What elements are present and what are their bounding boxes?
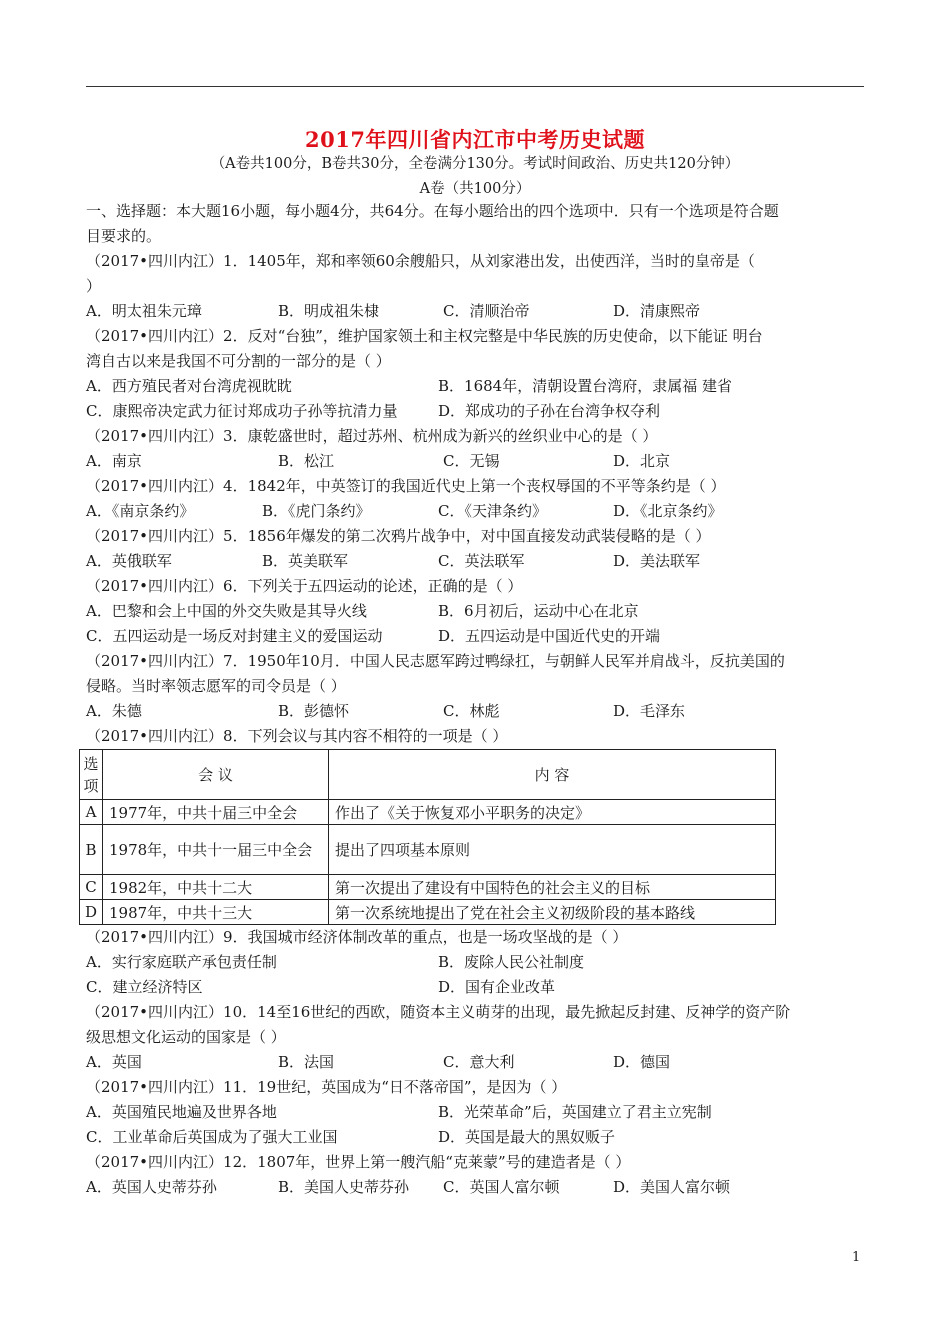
answer-option[interactable]: A．巴黎和会上中国的外交失败是其导火线 — [86, 602, 367, 620]
answer-option[interactable]: B．1684年，清朝设置台湾府，隶属福 建省 — [438, 377, 732, 395]
answer-option[interactable]: B．6月初后，运动中心在北京 — [438, 602, 639, 620]
answer-option[interactable]: D．毛泽东 — [613, 702, 686, 720]
answer-option[interactable]: C．无锡 — [443, 452, 500, 470]
option-row — [86, 975, 876, 1000]
answer-option[interactable]: B．松江 — [278, 452, 335, 470]
question-block — [86, 925, 876, 1200]
row-content: 第一次系统地提出了党在社会主义初级阶段的基本路线 — [329, 900, 776, 925]
instruction-line: 一、选择题：本大题16小题，每小题4分，共64分。在每小题给出的四个选项中．只有一个选项是符合题 — [86, 202, 779, 220]
instruction-line: 目要求的。 — [86, 227, 162, 245]
answer-option[interactable]: C．康熙帝决定武力征讨郑成功子孙等抗清力量 — [86, 402, 398, 420]
question-stem: （2017•四川内江）8．下列会议与其内容不相符的一项是（ ） — [86, 727, 508, 745]
answer-option[interactable]: D．五四运动是中国近代史的开端 — [438, 627, 661, 645]
page-title: 2017年四川省内江市中考历史试题 — [305, 127, 645, 152]
answer-option[interactable]: B．美国人史蒂芬孙 — [278, 1178, 410, 1196]
question-stem: （2017•四川内江）11．19世纪，英国成为“日不落帝国”，是因为（ ） — [86, 1078, 567, 1096]
option-row — [86, 950, 876, 975]
option-row — [86, 1175, 876, 1200]
question-stem: （2017•四川内江）3．康乾盛世时，超过苏州、杭州成为新兴的丝织业中心的是（ ） — [86, 427, 658, 445]
exam-subtitle: （A卷共100分，B卷共30分，全卷满分130分。考试时间政治、历史共120分钟） — [210, 156, 740, 172]
row-option: C — [80, 875, 103, 900]
table-header-content: 内 容 — [329, 750, 776, 800]
answer-option[interactable]: D．美法联军 — [613, 552, 701, 570]
answer-option[interactable]: A．英俄联军 — [86, 552, 172, 570]
answer-option[interactable]: D．郑成功的子孙在台湾争权夺利 — [438, 402, 661, 420]
table-header-option: 选项 — [80, 750, 103, 800]
question-stem: （2017•四川内江）12．1807年，世界上第一艘汽船“克莱蒙”号的建造者是（ ） — [86, 1153, 631, 1171]
option-row — [86, 299, 876, 324]
answer-option[interactable]: D．德国 — [613, 1053, 671, 1071]
row-option: B — [80, 825, 103, 875]
answer-option[interactable]: C．意大利 — [443, 1053, 515, 1071]
answer-option[interactable]: B．彭德怀 — [278, 702, 350, 720]
page-number: 1 — [852, 1250, 861, 1265]
meeting-table — [79, 749, 776, 925]
answer-option[interactable]: D．北京 — [613, 452, 671, 470]
answer-option[interactable]: C．工业革命后英国成为了强大工业国 — [86, 1128, 338, 1146]
answer-option[interactable]: D．清康熙帝 — [613, 302, 701, 320]
answer-option[interactable]: C．林彪 — [443, 702, 500, 720]
table-header-row — [80, 750, 776, 800]
row-meeting: 1982年，中共十二大 — [103, 875, 329, 900]
option-row — [86, 399, 876, 424]
row-meeting: 1987年，中共十三大 — [103, 900, 329, 925]
answer-option[interactable]: D．国有企业改革 — [438, 978, 556, 996]
table-row — [80, 825, 776, 875]
answer-option[interactable]: C．清顺治帝 — [443, 302, 530, 320]
answer-option[interactable]: A．明太祖朱元璋 — [86, 302, 202, 320]
table-row — [80, 875, 776, 900]
answer-option[interactable]: C．五四运动是一场反对封建主义的爱国运动 — [86, 627, 383, 645]
table-header-meeting: 会 议 — [103, 750, 329, 800]
answer-option[interactable]: B．法国 — [278, 1053, 335, 1071]
answer-option[interactable]: D．英国是最大的黑奴贩子 — [438, 1128, 616, 1146]
option-row — [86, 1050, 876, 1075]
question-stem: （2017•四川内江）4．1842年，中英签订的我国近代史上第一个丧权辱国的不平等条约是（ ） — [86, 477, 726, 495]
question-stem: ） — [86, 277, 102, 295]
header-rule — [86, 86, 864, 87]
answer-option[interactable]: D．美国人富尔顿 — [613, 1178, 731, 1196]
row-meeting: 1977年，中共十届三中全会 — [103, 800, 329, 825]
option-row — [86, 1125, 876, 1150]
row-option: D — [80, 900, 103, 925]
table-row — [80, 900, 776, 925]
option-row — [86, 624, 876, 649]
answer-option[interactable]: A．英国人史蒂芬孙 — [86, 1178, 217, 1196]
option-row — [86, 549, 876, 574]
answer-option[interactable]: A．《南京条约》 — [86, 502, 195, 520]
option-row — [86, 1100, 876, 1125]
answer-option[interactable]: A．朱德 — [86, 702, 142, 720]
answer-option[interactable]: A．南京 — [86, 452, 142, 470]
row-option: A — [80, 800, 103, 825]
answer-option[interactable]: B．废除人民公社制度 — [438, 953, 585, 971]
option-row — [86, 499, 876, 524]
answer-option[interactable]: A．英国 — [86, 1053, 142, 1071]
table-row — [80, 800, 776, 825]
answer-option[interactable]: C．《天津条约》 — [438, 502, 547, 520]
answer-option[interactable]: C．英国人富尔顿 — [443, 1178, 560, 1196]
question-block — [86, 249, 876, 724]
question-stem: （2017•四川内江）2．反对“台独”，维护国家领土和主权完整是中华民族的历史使命，以下能证 明台 — [86, 327, 763, 345]
answer-option[interactable]: B．明成祖朱棣 — [278, 302, 380, 320]
row-content: 第一次提出了建设有中国特色的社会主义的目标 — [329, 875, 776, 900]
question-stem: （2017•四川内江）7．1950年10月．中国人民志愿军跨过鸭绿扛，与朝鲜人民军并肩战斗，反抗美国的 — [86, 652, 785, 670]
answer-option[interactable]: B．《虎门条约》 — [262, 502, 371, 520]
answer-option[interactable]: C．建立经济特区 — [86, 978, 203, 996]
section-a-heading: A卷（共100分） — [419, 181, 531, 197]
answer-option[interactable]: A．西方殖民者对台湾虎视眈眈 — [86, 377, 292, 395]
option-row — [86, 449, 876, 474]
answer-option[interactable]: A．实行家庭联产承包责任制 — [86, 953, 277, 971]
question-stem: （2017•四川内江）9．我国城市经济体制改革的重点，也是一场攻坚战的是（ ） — [86, 928, 628, 946]
row-meeting: 1978年，中共十一届三中全会 — [103, 825, 329, 875]
option-row — [86, 374, 876, 399]
question-stem: 湾自古以来是我国不可分割的一部分的是（ ） — [86, 352, 391, 370]
option-row — [86, 599, 876, 624]
exam-body — [83, 199, 876, 1200]
question-stem: （2017•四川内江）10．14至16世纪的西欧，随资本主义萌芽的出现，最先掀起反封建、反神学的资产阶 — [86, 1003, 791, 1021]
answer-option[interactable]: B．光荣革命”后，英国建立了君主立宪制 — [438, 1103, 712, 1121]
question-stem: （2017•四川内江）5．1856年爆发的第二次鸦片战争中，对中国直接发动武装侵略的是（ ） — [86, 527, 711, 545]
question-stem: （2017•四川内江）6．下列关于五四运动的论述，正确的是（ ） — [86, 577, 523, 595]
row-content: 提出了四项基本原则 — [329, 825, 776, 875]
question-stem: 侵略。当时率领志愿军的司令员是（ ） — [86, 677, 346, 695]
question-stem: 级思想文化运动的国家是（ ） — [86, 1028, 286, 1046]
option-row — [86, 699, 876, 724]
question-stem: （2017•四川内江）1．1405年，郑和率领60余艘船只，从刘家港出发，出使西洋，当时的皇帝是（ — [86, 252, 755, 270]
row-content: 作出了《关于恢复邓小平职务的决定》 — [329, 800, 776, 825]
answer-option[interactable]: D．《北京条约》 — [613, 502, 723, 520]
answer-option[interactable]: A．英国殖民地遍及世界各地 — [86, 1103, 277, 1121]
answer-option[interactable]: C．英法联军 — [438, 552, 525, 570]
answer-option[interactable]: B．英美联军 — [262, 552, 349, 570]
